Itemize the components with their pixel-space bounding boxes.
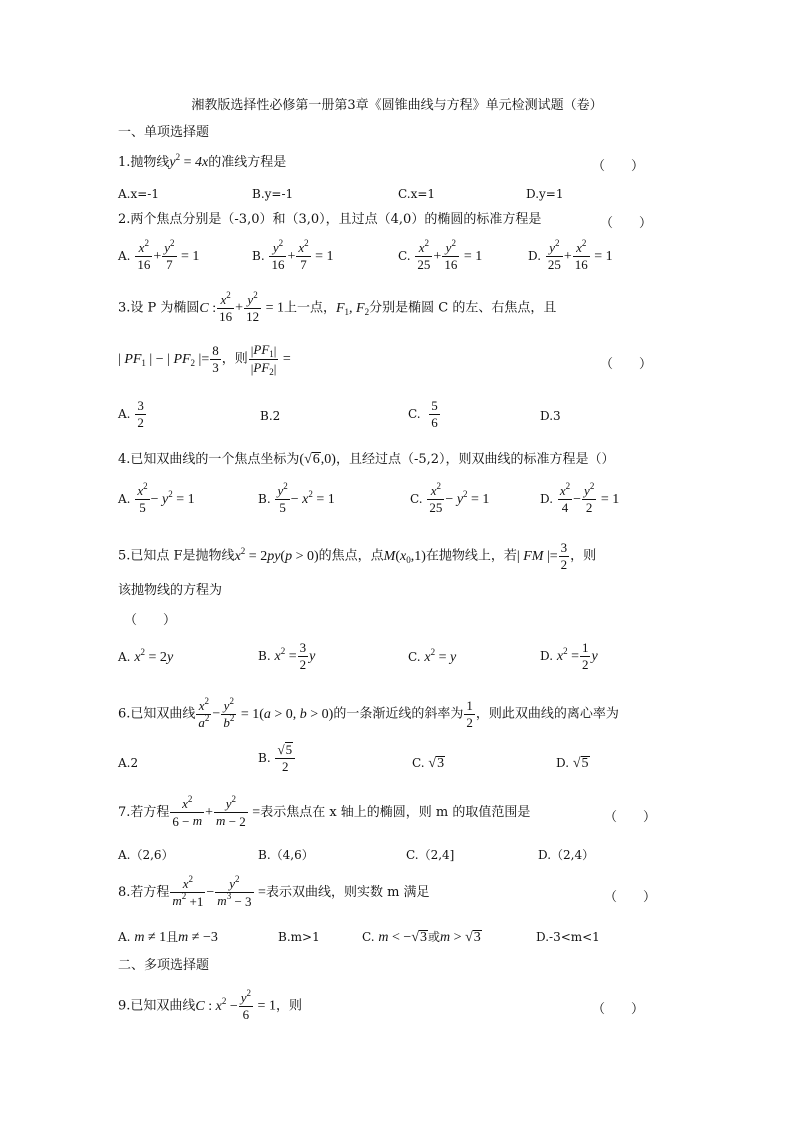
q1-number: 1.抛物线: [118, 155, 170, 171]
q7-number: 7.若方程: [118, 805, 170, 821]
q9-number: 9.已知双曲线: [118, 998, 196, 1014]
q5-number: 5.已知点 F是抛物线: [118, 548, 235, 564]
q7-option-d: D.（2,4）: [538, 848, 595, 862]
q9-answer-paren: （ ）: [592, 1002, 645, 1017]
q7-option-b: B.（4,6）: [258, 848, 314, 862]
q1-option-b: B.y=-1: [252, 187, 294, 201]
q1-equation: $y^2 = 4x$: [169, 152, 209, 171]
q6-option-d: D. √5: [556, 756, 589, 771]
q3-condition: | $PF_1$ | − | $PF_2$ |=: [118, 351, 210, 368]
q3-tail: 分别是椭圆 C 的左、右焦点，且: [369, 300, 557, 316]
section-heading-multiple-choice: 二、多项选择题: [118, 958, 210, 973]
q3-option-c: C. $\frac{5}{6}$: [408, 398, 438, 430]
question-7: 7.若方程 $\frac{x^2}{6 - m}$ + $\frac{y^2}{m - 2}$ =表示焦点在 x 轴上的椭圆，则 m 的取值范围是: [118, 794, 531, 830]
q2-option-d: D. $\frac{y^2}{25}$ + $\frac{x^2}{16}$ = 1: [528, 238, 613, 272]
q3-foci: $F_1$, $F_2$: [335, 300, 370, 317]
question-3-line-2: | $PF_1$ | − | $PF_2$ |= $\frac{8}{3}$ ，则 $\frac{|PF_1|}{|PF_2|}$ =: [118, 342, 291, 378]
q7-option-c: C.（2,4]: [406, 848, 455, 862]
q3-number: 3.设 P 为椭圆: [118, 300, 200, 316]
q5-option-b: B. $x^2$ = $\frac{3}{2}$ y: [258, 640, 316, 672]
q8-option-c: C. m < −√3或m > √3: [362, 930, 481, 945]
q5-condition: | FM |=: [516, 548, 558, 564]
q5-option-c: C. $x^2 = y$: [408, 647, 457, 665]
q2-option-a: A. $\frac{x^2}{16}$ + $\frac{y^2}{7}$ = 1: [118, 238, 200, 272]
q7-tail: 表示焦点在 x 轴上的椭圆，则 m 的取值范围是: [260, 805, 531, 821]
page-title: 湘教版选择性必修第一册第3章《圆锥曲线与方程》单元检测试题（卷）: [191, 98, 603, 113]
q5-option-a: A. $x^2 = 2y$: [118, 647, 174, 665]
q4-option-d: D. $\frac{x^2}{4}$ − $\frac{y^2}{2}$ = 1: [540, 481, 620, 515]
q7-option-a: A.（2,6）: [118, 848, 174, 862]
q4-number: 4.已知双曲线的一个焦点坐标为: [118, 452, 300, 468]
q4-option-b: B. $\frac{y^2}{5}$ − $x^2 = 1$: [258, 481, 335, 515]
q6-option-b: B. $\frac{√5}{2}$: [258, 742, 296, 775]
q8-option-b: B.m>1: [278, 930, 320, 944]
q3-option-b: B.2: [260, 409, 281, 423]
q5-mid2: 在抛物线上，若: [425, 548, 517, 564]
q7-answer-paren: （ ）: [604, 810, 657, 825]
section-heading-single-choice: 一、单项选择题: [118, 125, 210, 140]
q8-number: 8.若方程: [118, 885, 170, 901]
q8-answer-paren: （ ）: [604, 890, 657, 905]
q3-answer-paren: （ ）: [600, 357, 653, 372]
q1-tail: 的准线方程是: [208, 155, 287, 171]
question-4: [118, 451, 615, 470]
question-3-line-1: 3.设 P 为椭圆C : $\frac{x^2}{16}$ + $\frac{y^2}{12}$ = 1上一点，$F_1$, $F_2$分别是椭圆 C 的左、右焦点，且: [118, 290, 557, 324]
q1-option-c: C.x=1: [398, 187, 436, 201]
q2-option-c: C. $\frac{x^2}{25}$ + $\frac{y^2}{16}$ = 1: [398, 238, 483, 272]
question-5-line-2: 该抛物线的方程为: [118, 583, 223, 598]
q3-ellipse: C :: [199, 300, 217, 316]
question-9: 9.已知双曲线C : $x^2$ − $\frac{y^2}{6}$ = 1，则: [118, 988, 302, 1022]
q2-option-b: B. $\frac{y^2}{16}$ + $\frac{x^2}{7}$ = 1: [252, 238, 334, 272]
question-8: 8.若方程 $\frac{x^2}{m^2 +1}$ − $\frac{y^2}{m^3 - 3}$ =表示双曲线，则实数 m 满足: [118, 874, 430, 910]
q6-number: 6.已知双曲线: [118, 706, 196, 722]
q9-tail: ，则: [275, 998, 302, 1014]
question-6: 6.已知双曲线 $\frac{x^2}{a^2}$ − $\frac{y^2}{b^2}$ = 1(a > 0, b > 0)的一条渐近线的斜率为 $\frac{1}{2}$ ，则此双曲线的离心率为: [118, 696, 619, 730]
q9-hyperbola: C : $x^2$ −: [195, 995, 238, 1014]
q6-option-a: A.2: [118, 756, 139, 770]
q6-mid: 的一条渐近线的斜率为: [333, 706, 464, 722]
q5-mid: 的焦点，点: [318, 548, 384, 564]
q8-option-a: A. m ≠ 1且m ≠ −3: [118, 930, 218, 945]
q2-answer-paren: （ ）: [600, 216, 653, 231]
q5-parabola: $x^2 = 2py(p > 0)$: [234, 545, 319, 564]
q1-answer-paren: （ ）: [592, 159, 645, 174]
q8-option-d: D.-3<m<1: [536, 930, 600, 944]
q3-option-d: D.3: [540, 409, 561, 423]
q1-option-d: D.y=1: [526, 187, 564, 201]
q4-option-c: C. $\frac{x^2}{25}$ − $y^2 = 1$: [410, 481, 490, 515]
q5-answer-paren: （ ）: [124, 613, 177, 628]
q4-tail: ，且经过点（-5,2），则双曲线的标准方程是（）: [335, 452, 615, 468]
question-2: 2.两个焦点分别是（-3,0）和（3,0），且过点（4,0）的椭圆的标准方程是: [118, 212, 542, 227]
q4-option-a: A. $\frac{x^2}{5}$ − $y^2 = 1$: [118, 481, 195, 515]
q3-option-a: A. $\frac{3}{2}$: [118, 398, 144, 430]
q3-then: ，则: [221, 351, 248, 367]
q5-option-d: D. $x^2$ = $\frac{1}{2}$ y: [540, 640, 598, 672]
question-5-line-1: 5.已知点 F是抛物线$x^2 = 2py(p > 0)$的焦点，点$M(x_0,1)$在抛物线上，若| FM |= $\frac{3}{2}$ ，则: [118, 540, 597, 572]
question-1: [118, 154, 286, 173]
q6-tail: ，则此双曲线的离心率为: [475, 706, 619, 722]
q8-tail: 表示双曲线，则实数 m 满足: [265, 885, 430, 901]
q6-option-c: C. √3: [412, 756, 445, 771]
q5-tail: ，则: [570, 548, 597, 564]
q5-point: $M(x_0,1)$: [383, 548, 426, 565]
q3-mid: 上一点，: [283, 300, 336, 316]
q4-focus-point: (√6,0): [299, 452, 336, 468]
q1-option-a: A.x=-1: [118, 187, 159, 201]
